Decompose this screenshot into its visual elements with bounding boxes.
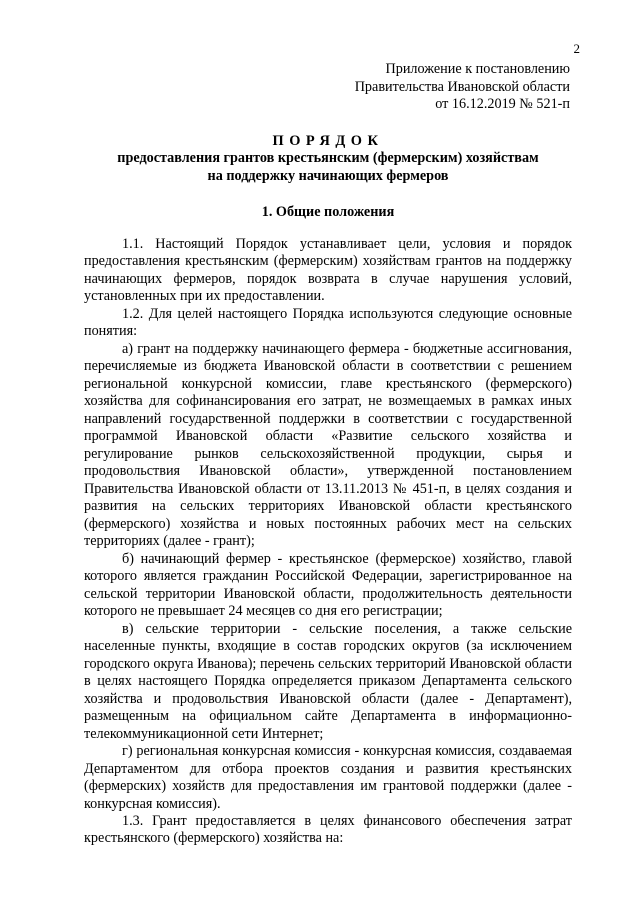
paragraph-1-3: 1.3. Грант предоставляется в целях финансового обеспечения затрат крестьянского (фермерского) хозяйства на:	[84, 812, 572, 847]
document-title: ПОРЯДОК	[272, 133, 384, 149]
page-number: 2	[573, 41, 580, 56]
appendix-line-3: от 16.12.2019 № 521-п	[435, 96, 570, 112]
paragraph-1-2: 1.2. Для целей настоящего Порядка используются следующие основные понятия:	[84, 305, 572, 340]
paragraph-1-1: 1.1. Настоящий Порядок устанавливает цели, условия и порядок предоставления крестьянским (фермерским) хозяйствам грантов на поддержку начинающих фермеров, порядок возврата в случае нарушения условий, установленных при их предоставлении.	[84, 236, 572, 305]
subtitle-line-1: предоставления грантов крестьянским (фермерским) хозяйствам	[117, 150, 539, 166]
document-subtitle	[84, 150, 572, 185]
body-text	[84, 236, 572, 848]
subtitle-line-2: на поддержку начинающих фермеров	[207, 167, 449, 184]
paragraph-b: б) начинающий фермер - крестьянское (фермерское) хозяйство, главой которого является гражданин Российской Федерации, зарегистрированное на сельской территории Ивановской области, продолжительность деятельности которого не превышает 24 месяцев со дня его регистрации;	[84, 550, 572, 620]
paragraph-g: г) региональная конкурсная комиссия - конкурсная комиссия, создаваемая Департаментом для отбора проектов создания и развития крестьянских (фермерских) хозяйств для предоставления им грантовой поддержки (далее - конкурсная комиссия).	[84, 743, 572, 812]
appendix-block	[355, 61, 570, 114]
section-heading: 1. Общие положения	[261, 204, 395, 220]
paragraph-v: в) сельские территории - сельские поселения, а также сельские населенные пункты, входящие в состав городских округов (за исключением городского округа Иванова); перечень сельских территорий Ивановской области в целях настоящего Порядка определяется приказом Департамента сельского хозяйства и продовольствия Ивановской области (далее - Департамент), размещенным на официальном сайте Департамента в информационно-телекоммуникационной сети Интернет;	[84, 620, 572, 742]
appendix-line-2: Правительства Ивановской области	[354, 78, 570, 95]
paragraph-a: а) грант на поддержку начинающего фермера - бюджетные ассигнования, перечисляемые из бюджета Ивановской области в соответствии с решением региональной конкурсной комиссии, главе крестьянского (фермерского) хозяйства для софинансирования его затрат, не возмещаемых в рамках иных направлений государственной поддержки в соответствии с государственной программой Ивановской области «Развитие сельского хозяйства и регулирование рынков сельскохозяйственной продукции, сырья и продовольствия Ивановской области», утвержденной постановлением Правительства Ивановской области от 13.11.2013 № 451-п, в целях создания и развития на сельских территориях Ивановской области крестьянского (фермерского) хозяйства и новых постоянных рабочих мест на сельских территориях (далее - грант);	[84, 340, 572, 550]
appendix-line-1: Приложение к постановлению	[385, 61, 570, 77]
